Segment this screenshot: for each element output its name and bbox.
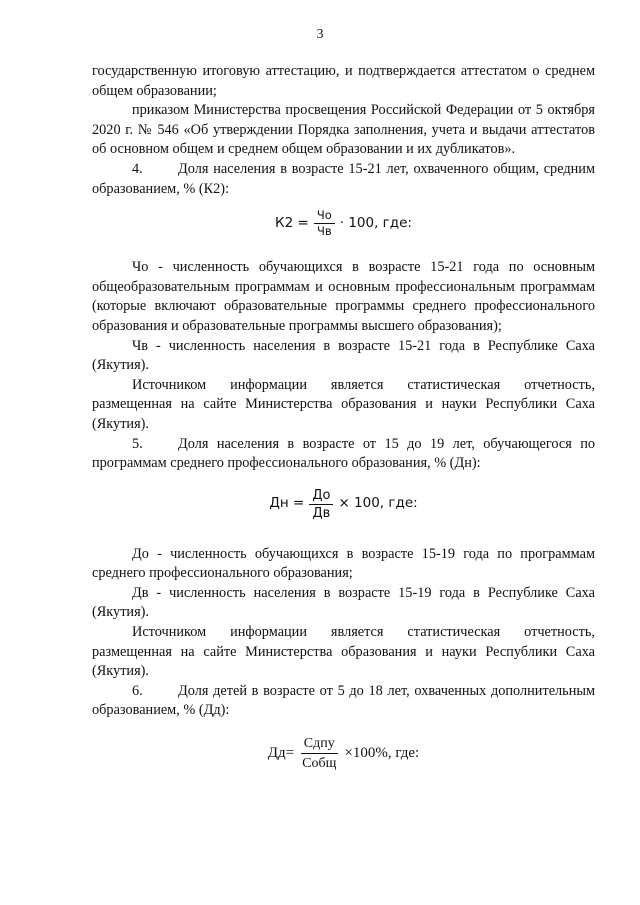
formula-lhs: К2 = — [275, 214, 309, 231]
formula-dn — [92, 488, 595, 521]
fraction-numerator: Чо — [314, 209, 335, 224]
paragraph: Источником информации является статистическая отчетность, размещенная на сайте Министерства образования и науки Республики Саха (Якутия). — [92, 376, 595, 432]
list-item-4 — [92, 160, 595, 199]
paragraph: Чв - численность населения в возрасте 15-21 года в Республике Саха (Якутия). — [92, 337, 595, 374]
page-number: 3 — [316, 27, 324, 42]
fraction-denominator: Дв — [312, 505, 331, 521]
paragraph: Источником информации является статистическая отчетность, размещенная на сайте Министерства образования и науки Республики Саха (Якутия). — [92, 624, 595, 680]
paragraph: приказом Министерства просвещения Российской Федерации от 5 октября 2020 г. № 546 «Об утверждении Порядка заполнения, учета и выдачи аттестатов об основном общем и среднем общем образовании и их дубликатов». — [92, 102, 595, 158]
formula-rhs: ×100%, где: — [344, 744, 420, 761]
list-number: 5. — [132, 435, 143, 452]
formula-fraction — [314, 209, 335, 238]
formula-rhs: · 100, где: — [339, 214, 412, 231]
fraction-numerator: До — [309, 488, 333, 505]
list-item-text: Доля населения в возрасте от 15 до 19 лет, обучающегося по программам среднего профессионального образования, % (Дн): — [92, 435, 595, 472]
formula-dd — [92, 735, 595, 772]
formula-fraction — [309, 488, 333, 521]
document-body — [92, 62, 595, 772]
paragraph: Дв - численность населения в возрасте 15-19 года в Республике Саха (Якутия). — [92, 584, 595, 621]
formula-k2 — [92, 209, 595, 238]
paragraph: государственную итоговую аттестацию, и подтверждается аттестатом о среднем общем образовании; — [92, 63, 595, 99]
formula-lhs: Дд= — [267, 744, 295, 761]
formula-fraction — [299, 735, 339, 772]
list-item-5 — [92, 435, 595, 474]
list-number: 6. — [132, 682, 143, 699]
fraction-denominator: Чв — [316, 224, 332, 239]
fraction-numerator: Сдпу — [301, 735, 338, 754]
list-item-text: Доля детей в возрасте от 5 до 18 лет, охваченных дополнительным образованием, % (Дд): — [92, 682, 595, 719]
fraction-denominator: Собщ — [302, 756, 337, 772]
list-item-text: Доля населения в возрасте 15-21 лет, охваченного общим, средним образованием, % (К2): — [92, 160, 595, 197]
paragraph: Чо - численность обучающихся в возрасте 15-21 года по основным общеобразовательным программам и основным профессиональным программам (которые включают образовательные программы среднего профессионального образования и образовательные программы высшего образования); — [92, 259, 595, 334]
formula-rhs: × 100, где: — [338, 495, 418, 512]
formula-lhs: Дн = — [269, 495, 305, 512]
paragraph: До - численность обучающихся в возрасте 15-19 года по программам среднего профессионального образования; — [92, 545, 595, 582]
list-number: 4. — [132, 160, 143, 177]
list-item-6 — [92, 682, 595, 721]
